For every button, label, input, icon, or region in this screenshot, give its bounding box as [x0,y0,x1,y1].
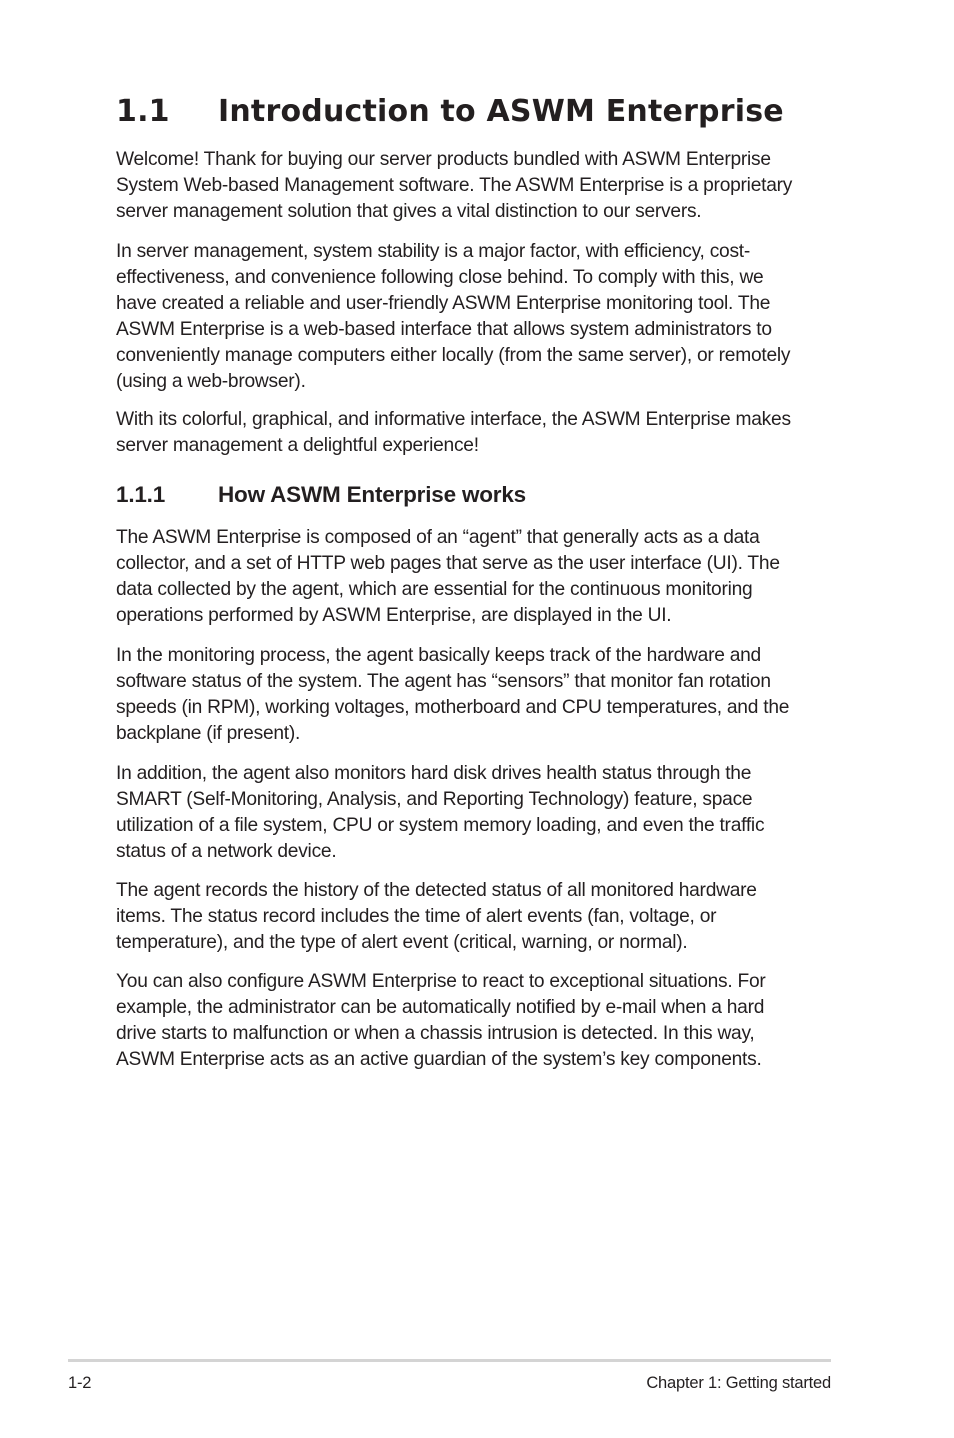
text-line: status of a network device. [116,841,337,862]
intro-paragraph-2 [116,239,832,395]
text-line: drive starts to malfunction or when a chassis intrusion is detected. In this way, [116,1023,755,1044]
text-line: temperature), and the type of alert event (critical, warning, or normal). [116,932,688,953]
text-line: server management a delightful experience! [116,435,479,456]
text-line: backplane (if present). [116,723,301,744]
text-line: example, the administrator can be automatically notified by e-mail when a hard [116,997,765,1018]
text-line: operations performed by ASWM Enterprise, are displayed in the UI. [116,605,672,626]
text-line: System Web-based Management software. The ASWM Enterprise is a proprietary [116,175,793,196]
text-line: ASWM Enterprise acts as an active guardian of the system’s key components. [116,1049,762,1070]
subsection-number: 1.1.1 [116,482,166,507]
section-number: 1.1 [116,94,170,129]
body-paragraph-5 [116,969,832,1073]
page-number: 1-2 [68,1374,92,1392]
intro-paragraph-1 [116,147,832,225]
text-line: effectiveness, and convenience following close behind. To comply with this, we [116,267,764,288]
subsection-heading: How ASWM Enterprise works [218,482,526,507]
text-line: utilization of a file system, CPU or system memory loading, and even the traffic [116,815,765,836]
body-paragraph-2 [116,643,832,747]
text-line: The agent records the history of the detected status of all monitored hardware [116,880,757,901]
text-line: conveniently manage computers either locally (from the same server), or remotely [116,345,791,366]
text-line: speeds (in RPM), working voltages, motherboard and CPU temperatures, and the [116,697,790,718]
text-line: collector, and a set of HTTP web pages that serve as the user interface (UI). The [116,553,780,574]
body-paragraph-4 [116,878,832,956]
intro-paragraph-3 [116,407,832,459]
text-line: ASWM Enterprise is a web-based interface that allows system administrators to [116,319,772,340]
text-line: have created a reliable and user-friendly ASWM Enterprise monitoring tool. The [116,293,771,314]
text-line: The ASWM Enterprise is composed of an “agent” that generally acts as a data [116,527,760,548]
text-line: software status of the system. The agent has “sensors” that monitor fan rotation [116,671,771,692]
text-line: items. The status record includes the time of alert events (fan, voltage, or [116,906,717,927]
text-line: You can also configure ASWM Enterprise to react to exceptional situations. For [116,971,766,992]
text-line: Welcome! Thank for buying our server products bundled with ASWM Enterprise [116,149,771,170]
text-line: SMART (Self-Monitoring, Analysis, and Reporting Technology) feature, space [116,789,753,810]
chapter-label: Chapter 1: Getting started [646,1374,831,1392]
body-paragraph-3 [116,761,832,865]
text-line: server management solution that gives a vital distinction to our servers. [116,201,702,222]
text-line: In addition, the agent also monitors hard disk drives health status through the [116,763,752,784]
subsection-title [116,480,526,510]
section-title [116,92,784,132]
section-heading: Introduction to ASWM Enterprise [218,94,784,129]
text-line: (using a web-browser). [116,371,306,392]
text-line: In the monitoring process, the agent basically keeps track of the hardware and [116,645,761,666]
footer-divider [68,1359,831,1362]
text-line: data collected by the agent, which are essential for the continuous monitoring [116,579,753,600]
text-line: In server management, system stability is a major factor, with efficiency, cost- [116,241,751,262]
text-line: With its colorful, graphical, and informative interface, the ASWM Enterprise makes [116,409,791,430]
body-paragraph-1 [116,525,832,629]
